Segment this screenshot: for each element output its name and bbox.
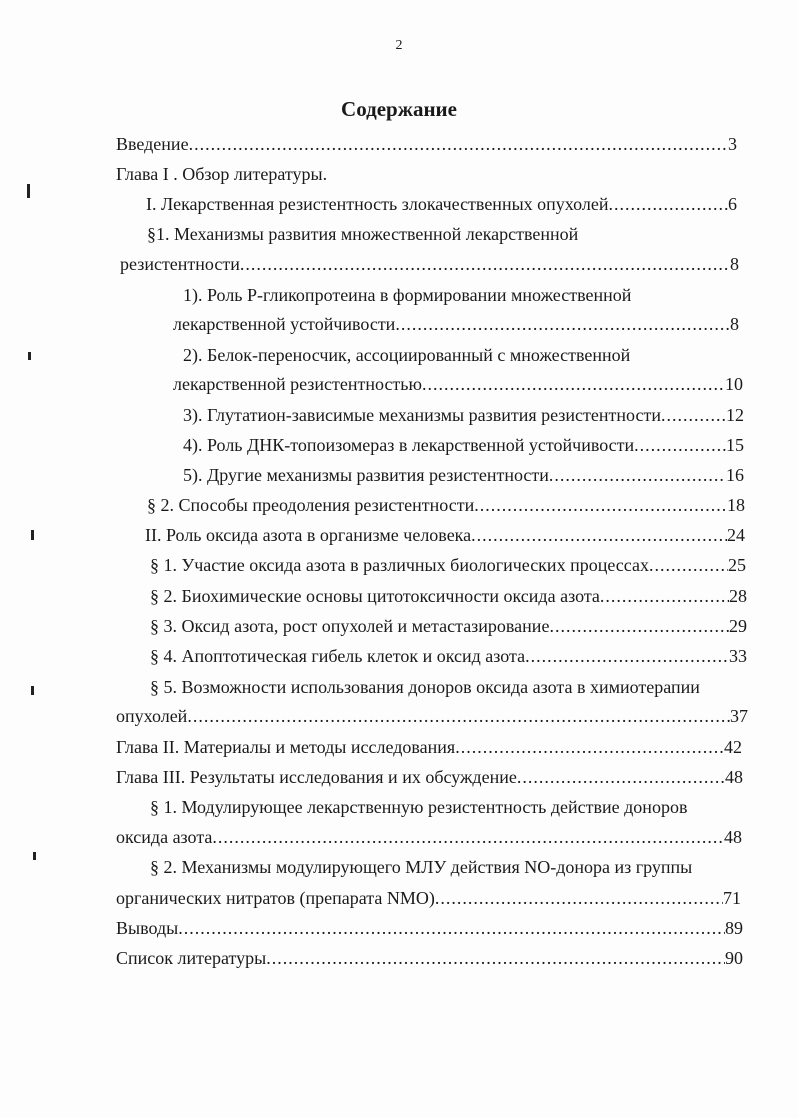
- toc-entry-title: II. Роль оксида азота в организме человека: [145, 525, 472, 545]
- toc-entry-title: § 4. Апоптотическая гибель клеток и оксид азота: [150, 646, 526, 666]
- toc-entry[interactable]: [183, 404, 744, 426]
- toc-entry-title: § 2. Механизмы модулирующего МЛУ действия NO-донора из группы: [150, 857, 693, 877]
- toc-entry-page: 89: [725, 918, 743, 938]
- toc-entry-page: 33: [729, 646, 747, 666]
- toc-entry-title: оксида азота: [116, 827, 213, 847]
- toc-entry-page: 42: [724, 737, 742, 757]
- toc-entry-title: 1). Роль Р-гликопротеина в формировании множественной: [183, 285, 632, 305]
- toc-entry[interactable]: [147, 494, 745, 516]
- toc-entry[interactable]: [173, 313, 739, 335]
- toc-entry[interactable]: [150, 615, 747, 637]
- toc-entry-title: Введение: [116, 134, 189, 154]
- page-title: Содержание: [341, 97, 457, 121]
- toc-entry-page: 48: [725, 767, 743, 787]
- toc-entry[interactable]: [145, 524, 745, 546]
- toc-entry-page: 48: [724, 827, 742, 847]
- toc-entry[interactable]: [183, 464, 744, 486]
- toc-entry[interactable]: [116, 826, 742, 848]
- toc-entry-page: 18: [727, 495, 745, 515]
- toc-entry-title: § 5. Возможности использования доноров оксида азота в химиотерапии: [150, 677, 700, 697]
- toc-entry-page: 3: [728, 134, 737, 154]
- toc-entry-title: §1. Механизмы развития множественной лекарственной: [147, 224, 579, 244]
- toc-entry[interactable]: [116, 766, 743, 788]
- toc-entry-title: Глава II. Материалы и методы исследования: [116, 737, 456, 757]
- toc-entry-title: § 1. Участие оксида азота в различных биологических процессах: [150, 555, 649, 575]
- toc-entry-page: 24: [727, 525, 745, 545]
- toc-entry[interactable]: [116, 705, 748, 727]
- toc-entry-title: § 1. Модулирующее лекарственную резистентность действие доноров: [150, 797, 688, 817]
- toc-entry-title: Глава III. Результаты исследования и их обсуждение: [116, 767, 517, 787]
- toc-entry[interactable]: [116, 947, 743, 969]
- toc-entry-page: 6: [728, 194, 737, 214]
- toc-entry-page: 12: [726, 405, 744, 425]
- toc-entry-page: 8: [730, 254, 739, 274]
- toc-entry-title: § 3. Оксид азота, рост опухолей и метастазирование: [150, 616, 550, 636]
- toc-entry-title: § 2. Способы преодоления резистентности: [147, 495, 475, 515]
- toc-entry-title: 4). Роль ДНК-топоизомераз в лекарственной устойчивости: [183, 435, 635, 455]
- toc-entry[interactable]: [146, 193, 737, 215]
- toc-entry-page: 29: [729, 616, 747, 636]
- toc-entry-page: 8: [730, 314, 739, 334]
- toc-entry-page: 15: [726, 435, 744, 455]
- toc-entry-title: Выводы: [116, 918, 179, 938]
- toc-entry-page: 25: [728, 555, 746, 575]
- toc-entry-page: 16: [726, 465, 744, 485]
- toc-entry[interactable]: [116, 917, 743, 939]
- toc-entry[interactable]: [150, 585, 747, 607]
- toc-entry-title: 2). Белок-переносчик, ассоциированный с множественной: [183, 345, 631, 365]
- toc-entry-title: лекарственной устойчивости: [173, 314, 396, 334]
- toc-entry-title: 3). Глутатион-зависимые механизмы развития резистентности: [183, 405, 661, 425]
- toc-entry[interactable]: [116, 887, 741, 909]
- toc-entry[interactable]: [116, 133, 737, 155]
- toc-heading: Глава I . Обзор литературы.: [116, 164, 328, 184]
- toc-entry[interactable]: [183, 434, 744, 456]
- toc-entry[interactable]: [173, 373, 743, 395]
- toc-entry-page: 28: [729, 586, 747, 606]
- toc-entry-title: 5). Другие механизмы развития резистентности: [183, 465, 549, 485]
- toc-entry-page: 90: [725, 948, 743, 968]
- toc-entry[interactable]: [120, 253, 739, 275]
- toc-entry-title: лекарственной резистентностью: [173, 374, 422, 394]
- toc-entry[interactable]: [116, 736, 742, 758]
- toc-entry[interactable]: [150, 554, 746, 576]
- page-number: 2: [395, 38, 403, 53]
- toc-entry[interactable]: [150, 645, 747, 667]
- toc-entry-title: § 2. Биохимические основы цитотоксичности оксида азота: [150, 586, 600, 606]
- toc-entry-page: 37: [730, 706, 748, 726]
- toc-entry-title: I. Лекарственная резистентность злокачественных опухолей: [146, 194, 609, 214]
- toc-entry-title: опухолей: [116, 706, 188, 726]
- toc-entry-title: резистентности: [120, 254, 240, 274]
- toc-entry-page: 10: [725, 374, 743, 394]
- toc-entry-title: Список литературы: [116, 948, 267, 968]
- toc-entry-page: 71: [723, 888, 741, 908]
- toc-entry-title: органических нитратов (препарата NMO): [116, 888, 435, 908]
